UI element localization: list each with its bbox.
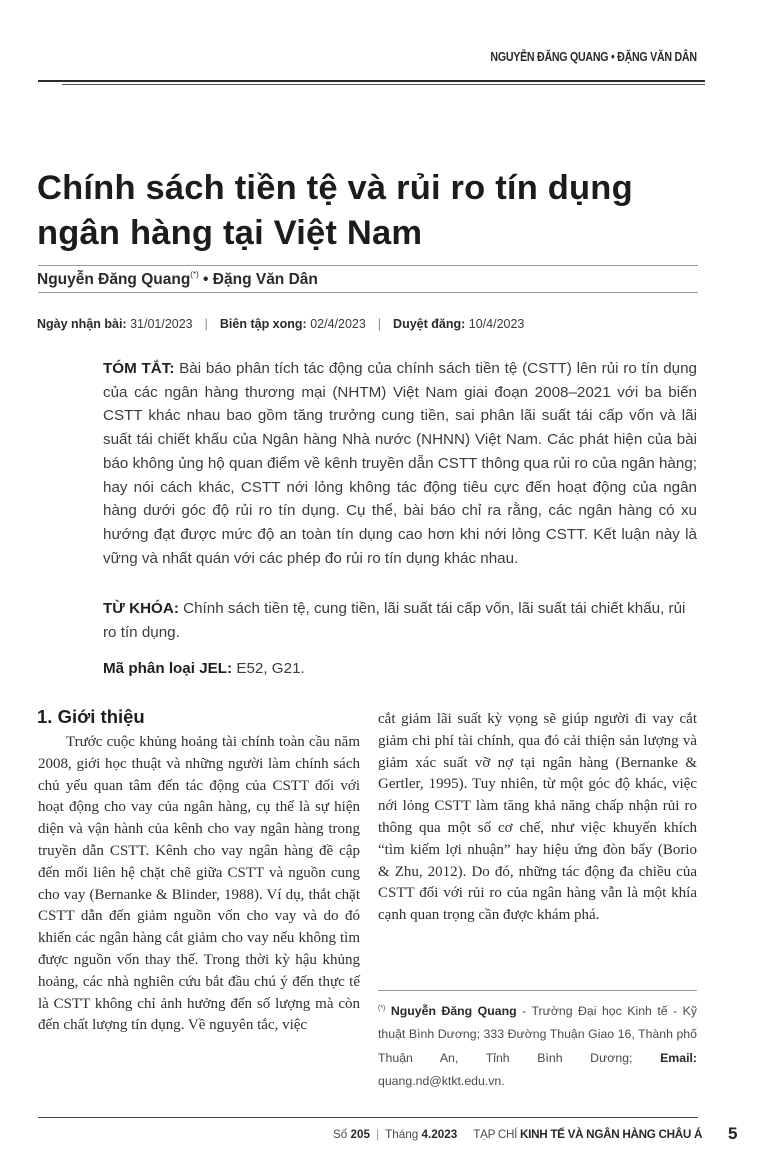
abstract-label: TÓM TẮT:	[103, 360, 175, 377]
running-head-author1: NGUYỄN ĐĂNG QUANG	[490, 50, 609, 64]
abstract	[103, 357, 697, 570]
date-separator: |	[204, 317, 208, 331]
header-rule	[38, 80, 705, 82]
body-column-left: Trước cuộc khủng hoảng tài chính toàn cầu năm 2008, giới học thuật và những người làm chính sách chủ yếu quan tâm đến tác động của CSTT đối với hoạt động cho vay của ngân hàng, cụ thể là sự hiện diện và vận hành của kênh cho vay ngân hàng trong truyền dẫn CSTT. Kênh cho vay ngân hàng đề cập đến mối liên hệ chặt chẽ giữa CSTT và nguồn cung cho vay (Bernanke & Blinder, 1988). Ví dụ, thắt chặt CSTT dẫn đến giảm nguồn vốn cho vay và do đó khiến các ngân hàng cắt giảm cho vay nếu không tìm được nguồn vốn thay thế. Trong thời kỳ hậu khủng hoảng, các nhà nghiên cứu bắt đầu chú ý đến thực tế là CSTT không chỉ ảnh hưởng đến số lượng mà còn đến chất lượng tín dụng. Về nguyên tắc, việc	[38, 734, 360, 1034]
running-head	[491, 50, 697, 64]
received-label: Ngày nhận bài:	[37, 317, 127, 331]
page-footer	[333, 1128, 702, 1141]
abstract-text: Bài báo phân tích tác động của chính sách tiền tệ (CSTT) lên rủi ro tín dụng của các ngân hàng thương mại (NHTM) Việt Nam giai đoạn 2008–2021 với ba biến CSTT khác nhau bao gồm tăng trưởng cung tiền, sai phân lãi suất tái cấp vốn và lãi suất tái chiết khấu của Ngân hàng Nhà nước (NHNN) Việt Nam. Các phát hiện của bài báo không ủng hộ quan điểm về kênh truyền dẫn CSTT thông qua rủi ro của ngân hàng; hay nói cách khác, CSTT nới lỏng không tác động tiêu cực đến hoạt động của ngân hàng dưới góc độ rủi ro tín dụng. Cụ thể, bài báo chỉ ra rằng, các ngân hàng có xu hướng đạt được mức độ an toàn tín dụng cao hơn khi nới lỏng CSTT. Kết luận này là vững và nhất quán với các phép đo rủi ro tín dụng khác nhau.	[103, 360, 697, 567]
month-value: 4.2023	[421, 1128, 458, 1141]
article-title	[37, 166, 737, 256]
jel-classification	[103, 660, 305, 677]
page-number: 5	[728, 1124, 738, 1143]
footnote-dash: -	[516, 1004, 532, 1018]
edited-label: Biên tập xong:	[219, 317, 307, 331]
issue-label: Số	[333, 1128, 348, 1141]
approved-date: 10/4/2023	[468, 317, 525, 331]
running-head-author2: ĐẶNG VĂN DÂN	[617, 50, 697, 64]
author-1-footnote-mark: (*)	[190, 270, 199, 279]
body-column-right: cắt giảm lãi suất kỳ vọng sẽ giúp người đi vay cắt giảm chi phí tài chính, qua đó cải thiện sản lượng và giảm xác suất vỡ nợ tại ngân hàng (Bernanke & Gertler, 1995). Tuy nhiên, từ một góc độ khác, việc nới lỏng CSTT làm tăng khả năng chấp nhận rủi ro thông qua một số cơ chế, như việc khuyến khích “tìm kiếm lợi nhuận” hay hiệu ứng đòn bẩy (Borio & Zhu, 2012). Do đó, những tác động đa chiều của CSTT đối với rủi ro của ngân hàng vẫn là một khía cạnh quan trọng cần được khám phá.	[378, 711, 697, 924]
jel-codes: E52, G21.	[236, 660, 305, 677]
footnote-affiliation: Trường Đại học Kinh tế - Kỹ thuật Bình Dương; 333 Đường Thuận Giao 16, Thành phố Thuận An, Tỉnh Bình Dương;	[378, 1004, 697, 1065]
footnote-rule	[378, 990, 697, 991]
edited-date: 02/4/2023	[310, 317, 366, 331]
keywords-text: Chính sách tiền tệ, cung tiền, lãi suất tái cấp vốn, lãi suất tái chiết khấu, rủi ro tín dụng.	[103, 600, 686, 641]
author-footnote	[378, 997, 697, 1093]
journal-name: KINH TẾ VÀ NGÂN HÀNG CHÂU Á	[520, 1128, 703, 1141]
month-label: Tháng	[385, 1128, 419, 1141]
keywords	[103, 597, 697, 644]
keywords-label: TỪ KHÓA:	[103, 600, 179, 617]
footnote-mark: (*)	[378, 1005, 386, 1012]
approved-label: Duyệt đăng:	[393, 317, 466, 331]
author-1: Nguyễn Đăng Quang	[37, 271, 191, 288]
footer-rule	[38, 1117, 698, 1118]
footnote-email-label: Email:	[660, 1050, 697, 1065]
author-2: Đặng Văn Dân	[212, 271, 318, 288]
footer-separator: |	[376, 1128, 380, 1141]
received-date: 31/01/2023	[130, 317, 193, 331]
header-rule-thin	[62, 84, 705, 85]
author-byline	[37, 270, 318, 289]
author-rule-top	[38, 265, 698, 266]
title-line-2: ngân hàng tại Việt Nam	[37, 214, 423, 252]
bullet-separator: •	[611, 50, 615, 64]
article-dates	[37, 317, 524, 331]
date-separator: |	[377, 317, 382, 331]
issue-number: 205	[350, 1128, 371, 1141]
section-heading: 1. Giới thiệu	[37, 706, 145, 727]
author-separator: •	[198, 271, 213, 288]
journal-title	[473, 1128, 702, 1141]
title-line-1: Chính sách tiền tệ và rủi ro tín dụng	[37, 169, 633, 207]
footnote-email: quang.nd@ktkt.edu.vn.	[378, 1073, 505, 1088]
journal-prefix: TẠP CHÍ	[473, 1128, 518, 1141]
footnote-author: Nguyễn Đăng Quang	[390, 1004, 517, 1018]
jel-label: Mã phân loại JEL:	[103, 660, 233, 677]
author-rule-bottom	[38, 292, 698, 293]
